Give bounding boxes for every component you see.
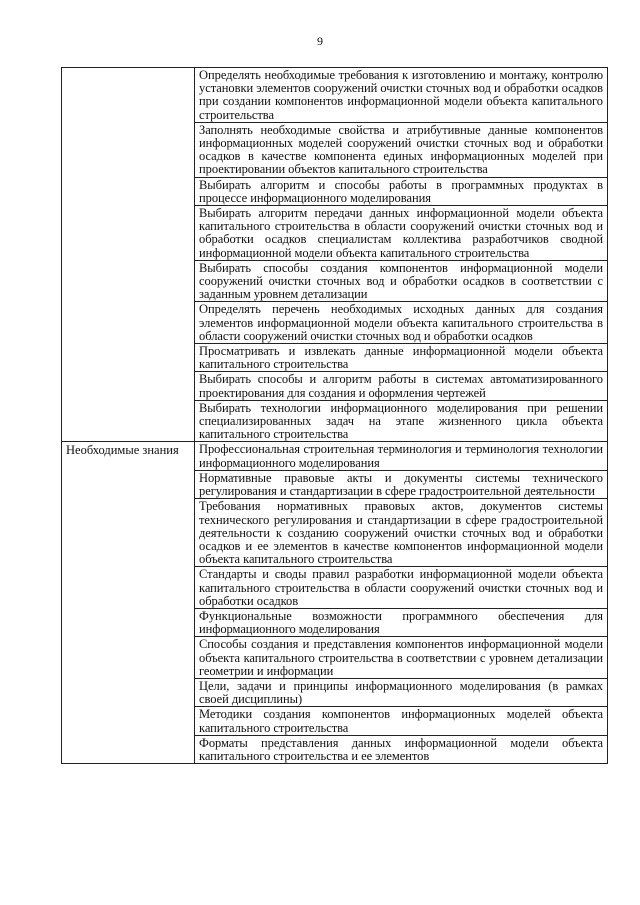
list-item: Выбирать технологии информационного моделирования при решении специализированных задач на этапе жизненного цикла объекта капитального строительства (195, 400, 608, 442)
list-item: Цели, задачи и принципы информационного моделирования (в рамках своей дисциплины) (195, 678, 608, 706)
list-item: Выбирать способы создания компонентов информационной модели сооружений очистки сточных вод и обработки осадков в соответствии с заданным уровнем детализации (195, 260, 608, 302)
list-item: Заполнять необходимые свойства и атрибутивные данные компонентов информационных моделей сооружений очистки сточных вод и обработки осадков в качестве компонента единых информационных моделей при проектировании объектов капитального строительства (195, 122, 608, 177)
list-item: Форматы представления данных информационной модели объекта капитального строительства и ее элементов (195, 735, 608, 763)
list-item: Стандарты и своды правил разработки информационной модели объекта капитального строительства в области сооружений очистки сточных вод и обработки осадков (195, 567, 608, 609)
list-item: Выбирать способы и алгоритм работы в системах автоматизированного проектирования для создания и оформления чертежей (195, 372, 608, 400)
list-item: Требования нормативных правовых актов, документов системы технического регулирования и стандартизации в сфере градостроительной деятельности к созданию сооружений очистки сточных вод и обработки осадков и ее элементов в качестве компонентов информационной модели объекта капитального строительства (195, 499, 608, 567)
list-item: Методики создания компонентов информационных моделей объекта капитального строительства (195, 707, 608, 735)
list-item: Профессиональная строительная терминология и терминология технологии информационного моделирования (195, 442, 608, 470)
list-item: Просматривать и извлекать данные информационной модели объекта капитального строительства (195, 344, 608, 372)
competency-table (61, 67, 608, 764)
list-item: Определять необходимые требования к изготовлению и монтажу, контролю установки элементов сооружений очистки сточных вод и обработки осадков при создании компонентов информационной модели объекта капитального строительства (195, 68, 608, 123)
table-body (62, 68, 608, 764)
list-item: Выбирать алгоритм передачи данных информационной модели объекта капитального строительства в области сооружений очистки сточных вод и обработки осадков специалистам коллектива разработчиков сводной информационной модели объекта капитального строительства (195, 206, 608, 261)
table-row (62, 442, 608, 470)
page-number: 9 (317, 34, 323, 48)
list-item: Функциональные возможности программного обеспечения для информационного моделирования (195, 608, 608, 636)
list-item: Способы создания и представления компонентов информационной модели объекта капитального строительства в соответствии с уровнем детализации геометрии и информации (195, 637, 608, 679)
list-item: Выбирать алгоритм и способы работы в программных продуктах в процессе информационного моделирования (195, 177, 608, 205)
section-label-knowledge: Необходимые знания (62, 442, 195, 764)
list-item: Нормативные правовые акты и документы системы технического регулирования и стандартизации в сфере градостроительной деятельности (195, 470, 608, 498)
section-label-empty (62, 68, 195, 442)
table-row (62, 68, 608, 123)
list-item: Определять перечень необходимых исходных данных для создания элементов информационной модели объекта капитального строительства в области сооружений очистки сточных вод и обработки осадков (195, 302, 608, 344)
